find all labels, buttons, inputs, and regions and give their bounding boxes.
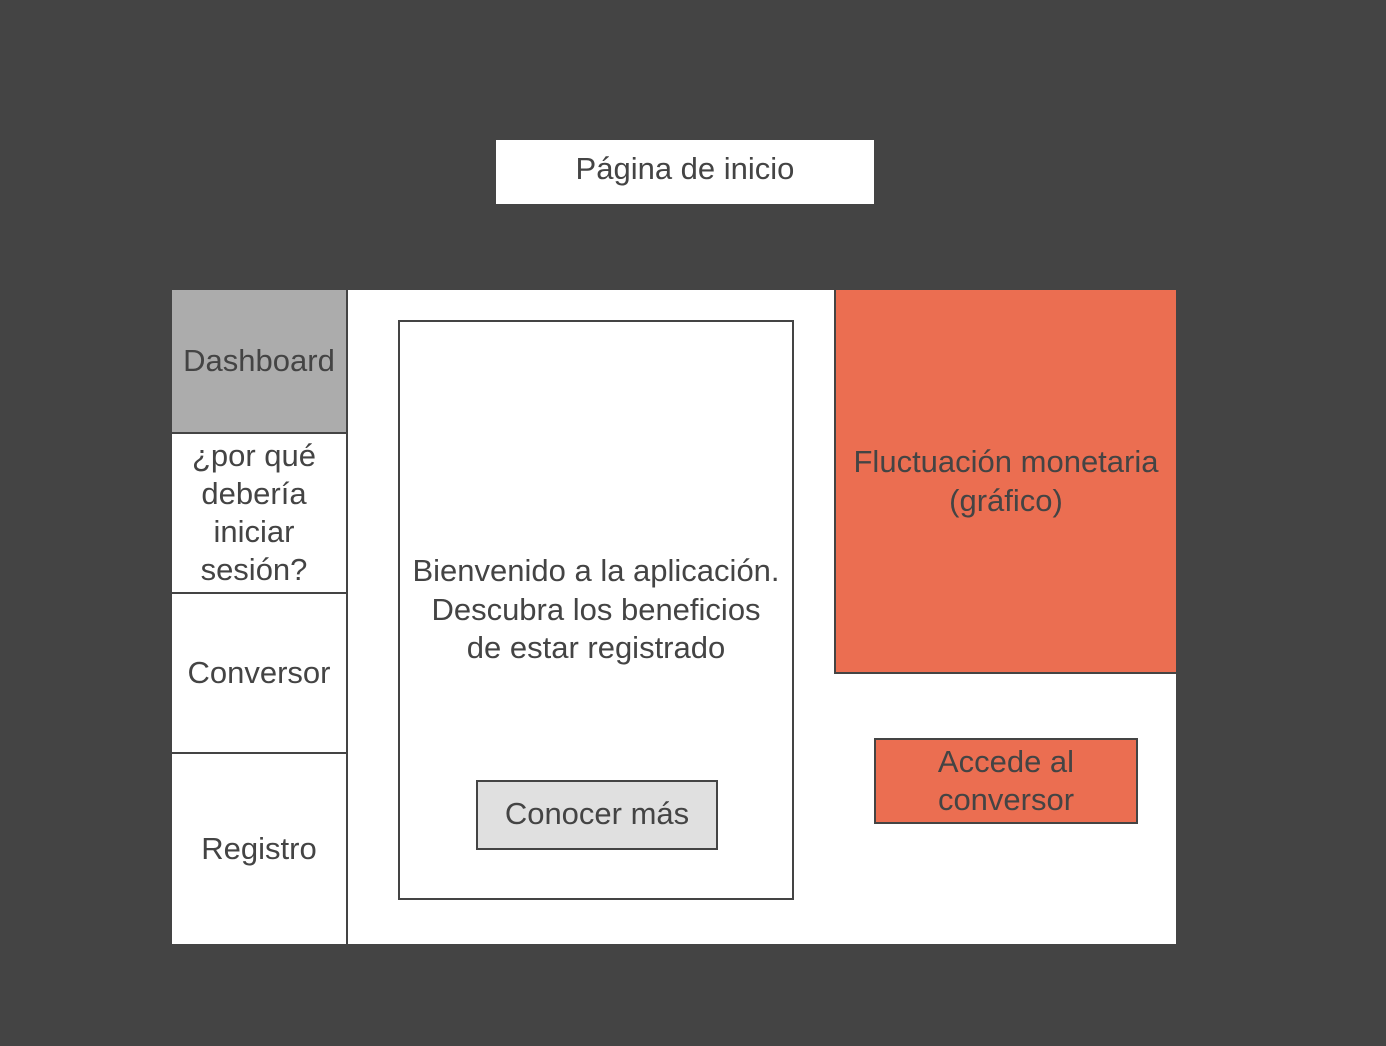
open-converter-button[interactable] [874,738,1138,824]
open-converter-button-label: Accede al conversor [937,743,1075,817]
sidebar-item-why-login[interactable] [172,434,346,594]
page-title [496,140,874,204]
sidebar-item-label: Dashboard [183,343,335,378]
page-title-text: Página de inicio [575,151,795,186]
chart-placeholder-text: Fluctuación monetaria (gráfico) [853,444,1159,518]
sidebar-item-converter[interactable] [172,594,346,754]
sidebar-item-label: Registro [201,831,317,866]
learn-more-button-label: Conocer más [504,796,690,831]
sidebar-item-label: Conversor [187,655,331,690]
sidebar-item-register[interactable] [172,754,346,944]
learn-more-button[interactable] [476,780,718,850]
sidebar-item-label: ¿por qué debería iniciar sesión? [191,438,317,587]
sidebar-item-dashboard[interactable] [172,290,346,434]
sidebar [172,290,348,944]
currency-chart-placeholder [834,290,1176,674]
welcome-text: Bienvenido a la aplicación. Descubra los beneficios de estar registrado [412,553,780,665]
